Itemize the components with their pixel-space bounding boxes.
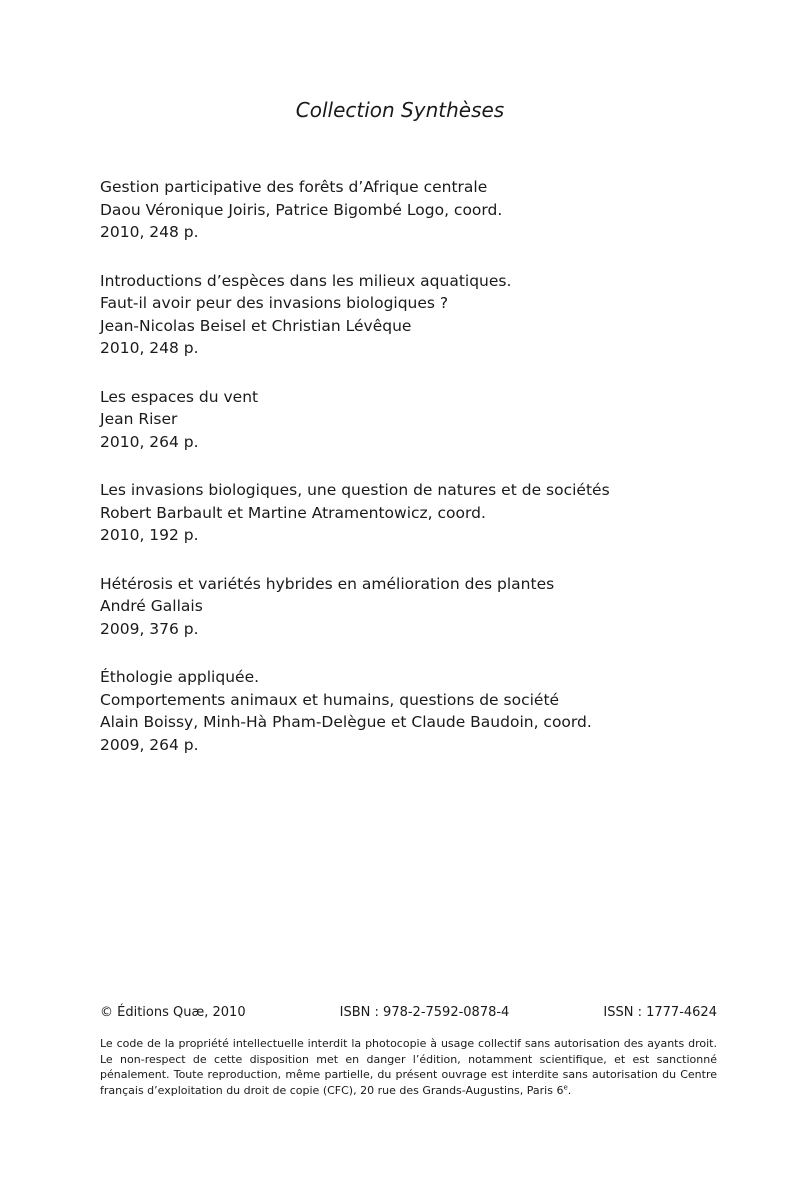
book-entry-line: Jean-Nicolas Beisel et Christian Lévêque	[100, 316, 412, 335]
book-entry-line: Faut-il avoir peur des invasions biologiques ?	[100, 294, 449, 312]
book-entry-line: 2010, 248 p.	[100, 339, 199, 357]
isbn-number: ISBN : 978-2-7592-0878-4	[339, 1005, 510, 1020]
book-entry-line: Comportements animaux et humains, questions de société	[100, 690, 560, 709]
book-entry	[100, 479, 720, 547]
book-entry	[100, 176, 720, 244]
book-entry	[100, 386, 720, 454]
legal-notice-text: Le code de la propriété intellectuelle interdit la photocopie à usage collectif sans autorisation des ayants droit. Le non-respect de cette disposition met en danger l’édition, notamment scientifique, et est sanctionné pénalement. Toute reproduction, même partielle, du présent ouvrage est interdite sans autorisation du Centre français d’exploitation du droit de copie (CFC), 20 rue des Grands-Augustins, Paris 6	[100, 1037, 717, 1097]
publication-refs	[100, 1004, 717, 1022]
book-entry-line: 2009, 376 p.	[100, 619, 199, 638]
legal-notice-end: .	[567, 1083, 572, 1097]
book-entry-line: 2009, 264 p.	[100, 735, 199, 754]
book-entry	[100, 573, 720, 641]
legal-notice	[100, 1036, 717, 1098]
book-entry-line: Alain Boissy, Minh-Hà Pham-Delègue et Claude Baudoin, coord.	[100, 713, 592, 731]
book-entry-line: Jean Riser	[100, 410, 178, 428]
book-entry-line: Introductions d’espèces dans les milieux aquatiques.	[100, 271, 512, 290]
book-entry-line: 2010, 264 p.	[100, 432, 199, 451]
issn-number: ISSN : 1777-4624	[603, 1005, 717, 1020]
book-entry-line: Robert Barbault et Martine Atramentowicz, coord.	[100, 503, 486, 522]
book-list	[100, 176, 720, 782]
colophon	[100, 1004, 717, 1098]
book-entry-line: 2010, 192 p.	[100, 526, 199, 544]
book-entry-line: Daou Véronique Joiris, Patrice Bigombé Logo, coord.	[100, 200, 503, 219]
book-entry-line: 2010, 248 p.	[100, 223, 199, 241]
book-entry	[100, 270, 720, 360]
book-entry-line: Les invasions biologiques, une question de natures et de sociétés	[100, 481, 610, 499]
book-entry-line: Éthologie appliquée.	[100, 668, 260, 686]
series-title: Collection Synthèses	[295, 98, 505, 122]
book-entry-line: Gestion participative des forêts d’Afrique centrale	[100, 178, 488, 196]
legal-notice-superscript: e	[563, 1082, 568, 1091]
copyright-notice: © Éditions Quæ, 2010	[100, 1005, 246, 1020]
book-entry-line: Hétérosis et variétés hybrides en amélioration des plantes	[100, 574, 555, 593]
book-entry-line: Les espaces du vent	[100, 387, 259, 406]
book-entry	[100, 666, 720, 756]
book-entry-line: André Gallais	[100, 597, 203, 615]
